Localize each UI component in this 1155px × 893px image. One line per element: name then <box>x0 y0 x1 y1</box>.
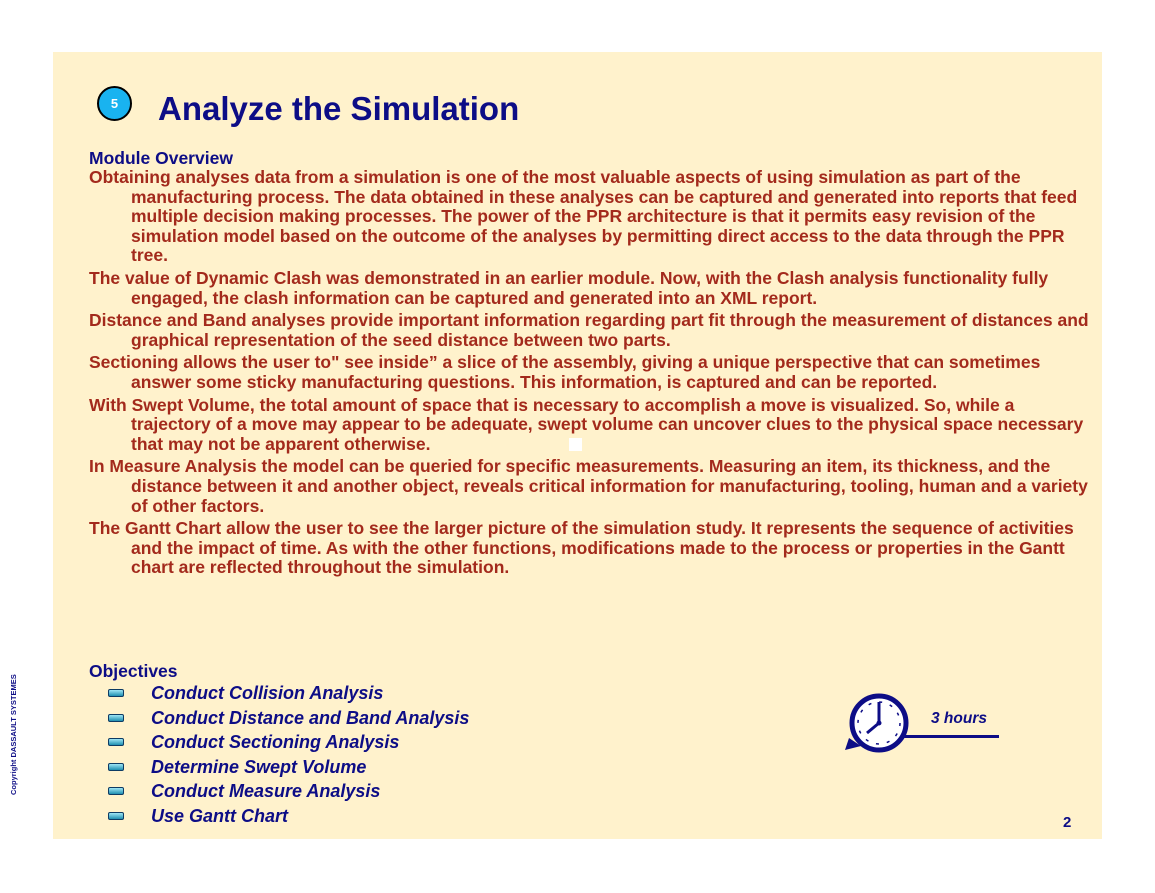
overview-paragraph: Obtaining analyses data from a simulation is one of the most valuable aspects of using simulation as part of the manufacturing process. The data obtained in these analyses can be captured and generated into reports that feed multiple decision making processes. The power of the PPR architecture is that it permits easy revision of the simulation model based on the outcome of the analyses by permitting direct access to the data through the PPR tree. <box>89 167 1078 266</box>
objective-text: Conduct Sectioning Analysis <box>151 732 400 753</box>
bullet-icon <box>108 738 124 746</box>
bullet-icon <box>108 763 124 771</box>
clock-icon <box>843 688 909 758</box>
objectives-section <box>89 661 689 829</box>
module-number-badge <box>97 86 132 121</box>
objective-text: Use Gantt Chart <box>151 805 289 826</box>
duration-underline <box>904 735 999 738</box>
overview-paragraph: With Swept Volume, the total amount of space that is necessary to accomplish a move is visualized. So, while a trajectory of a move may appear to be adequate, swept volume can uncover clues to the physical space necessary that may not be apparent otherwise. <box>89 394 1084 454</box>
white-speck <box>569 438 582 451</box>
objectives-heading: Objectives <box>89 661 178 681</box>
bullet-icon <box>108 787 124 795</box>
objective-item <box>89 804 689 829</box>
module-overview <box>89 148 1089 581</box>
page-number: 2 <box>1063 814 1072 831</box>
objective-item <box>89 681 689 706</box>
module-number: 5 <box>110 96 119 111</box>
overview-paragraph: Sectioning allows the user to" see inside” a slice of the assembly, giving a unique perspective that can sometimes answer some sticky manufacturing questions. This information, is captured and can be reported. <box>89 352 1041 392</box>
objective-text: Conduct Collision Analysis <box>151 683 384 703</box>
objective-item <box>89 779 689 804</box>
objective-item <box>89 706 689 731</box>
objective-text: Determine Swept Volume <box>151 756 367 777</box>
bullet-icon <box>108 689 124 697</box>
overview-paragraph: The value of Dynamic Clash was demonstrated in an earlier module. Now, with the Clash analysis functionality fully engaged, the clash information can be captured and generated into an XML report. <box>89 267 1049 308</box>
objectives-list <box>89 681 689 829</box>
duration-label: 3 hours <box>931 710 987 727</box>
bullet-icon <box>108 714 124 722</box>
overview-heading: Module Overview <box>89 148 233 168</box>
slide <box>53 52 1102 839</box>
overview-paragraph: In Measure Analysis the model can be queried for specific measurements. Measuring an item, its thickness, and the distance between it and another object, reveals critical information for manufacturing, tooling, human and a variety of other factors. <box>89 456 1088 516</box>
objective-text: Conduct Distance and Band Analysis <box>151 707 470 728</box>
objective-item <box>89 755 689 780</box>
objective-item <box>89 730 689 755</box>
overview-paragraph: Distance and Band analyses provide important information regarding part fit through the measurement of distances and graphical representation of the seed distance between two parts. <box>89 310 1089 350</box>
overview-paragraph: The Gantt Chart allow the user to see the larger picture of the simulation study. It represents the sequence of activities and the impact of time. As with the other functions, modifications made to the process or properties in the Gantt chart are reflected throughout the simulation. <box>89 518 1074 578</box>
copyright-notice: Copyright DASSAULT SYSTEMES <box>9 674 18 795</box>
bullet-icon <box>108 812 124 820</box>
objective-text: Conduct Measure Analysis <box>151 781 381 802</box>
page-title: Analyze the Simulation <box>158 90 520 127</box>
